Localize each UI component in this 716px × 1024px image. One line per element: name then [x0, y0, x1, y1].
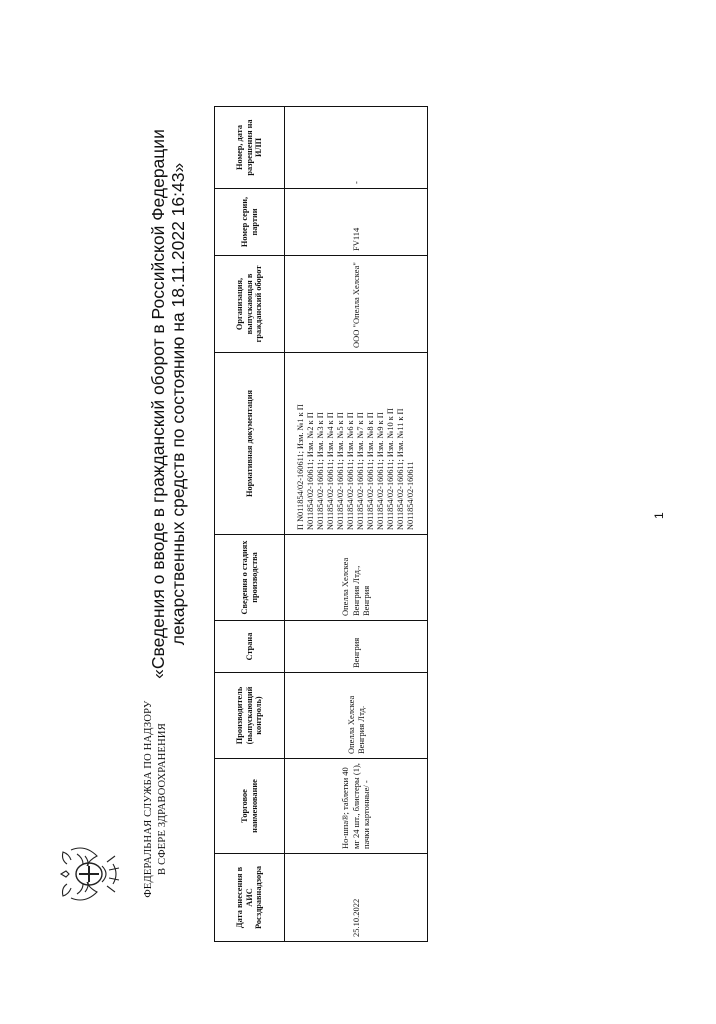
- cell-country: Венгрия: [285, 621, 428, 673]
- header-date: Дата внесения в АИС Росздравнадзора: [215, 854, 285, 942]
- cell-permit: -: [285, 107, 428, 189]
- norm-doc-line: N011854/02-160611: [406, 461, 415, 530]
- header-permit: Номер, дата разрешения на ИЛП: [215, 107, 285, 189]
- norm-doc-line: N011854/02-160611; Изм. №5 к П: [336, 412, 345, 530]
- norm-doc-line: N011854/02-160611; Изм. №9 к П: [376, 412, 385, 530]
- table-row: [285, 107, 428, 942]
- agency-name-line1: ФЕДЕРАЛЬНАЯ СЛУЖБА ПО НАДЗОРУ: [143, 700, 154, 898]
- norm-doc-line: N011854/02-160611; Изм. №3 к П: [316, 412, 325, 530]
- cell-trade-name: Но-шпа®; таблетки 40 мг 24 шт., блистеры (1), пачки картонные/ -: [285, 759, 428, 854]
- header-trade-name: Торговое наименование: [215, 759, 285, 854]
- header-organization: Организация, выпускающая в гражданский оборот: [215, 256, 285, 353]
- norm-doc-line: N011854/02-160611; Изм. №10 к П: [386, 408, 395, 530]
- document-title-line2: лекарственных средств по состоянию на 18.11.2022 16:43»: [168, 162, 188, 646]
- header-norm-doc: Нормативная документация: [215, 353, 285, 535]
- norm-doc-line: N011854/02-160611; Изм. №8 к П: [366, 412, 375, 530]
- norm-doc-line: N011854/02-160611; Изм. №7 к П: [356, 412, 365, 530]
- header-stages: Сведения о стадиях производства: [215, 535, 285, 621]
- registry-table: [214, 106, 428, 942]
- norm-doc-line: N011854/02-160611; Изм. №4 к П: [326, 412, 335, 530]
- coat-of-arms-emblem: [55, 842, 125, 906]
- norm-doc-line: N011854/02-160611; Изм. №2 к П: [306, 412, 315, 530]
- cell-manufacturer: Опелла Хелскеа Венгрия Лтд.: [285, 673, 428, 759]
- norm-doc-line: N011854/02-160611; Изм. №6 к П: [346, 412, 355, 530]
- cell-stages: Опелла Хелскеа Венгрия Лтд., Венгрия: [285, 535, 428, 621]
- cell-norm-doc: [285, 353, 428, 535]
- document-title: [148, 104, 188, 704]
- agency-name-line2: В СФЕРЕ ЗДРАВООХРАНЕНИЯ: [157, 723, 168, 875]
- header-country: Страна: [215, 621, 285, 673]
- cell-organization: ООО "Опелла Хелскеа": [285, 256, 428, 353]
- page-number: 1: [652, 512, 666, 519]
- header-series: Номер серии, партии: [215, 189, 285, 256]
- cell-date: 25.10.2022: [285, 854, 428, 942]
- header-manufacturer: Производитель (выпускающий контроль): [215, 673, 285, 759]
- cell-series: FV114: [285, 189, 428, 256]
- norm-doc-line: П N011854/02-160611; Изм. №1 к П: [296, 404, 305, 530]
- norm-doc-line: N011854/02-160611; Изм. №11 к П: [396, 408, 405, 530]
- table-header-row: [215, 107, 285, 942]
- document-title-line1: «Сведения о вводе в гражданский оборот в Российской Федерации: [148, 129, 168, 679]
